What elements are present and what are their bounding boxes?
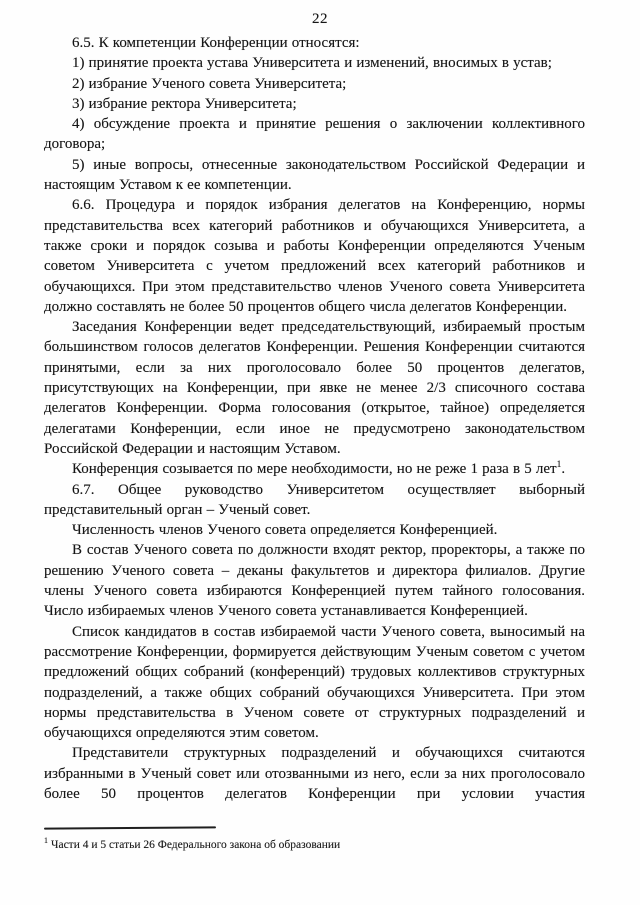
paragraph-candidate-list: Список кандидатов в состав избираемой части Ученого совета, выносимый на рассмотрение Конференции, формируется действующим Ученым советом с учетом предложений общих собраний (конференций) трудовых коллективов структурных подразделений, а также общих собраний обучающихся Университета. При этом нормы представительства в Ученом совете от структурных подразделений и обучающихся определяются этим советом. (44, 623, 585, 742)
paragraph-text: Конференция созывается по мере необходимости, но не реже 1 раза в 5 лет (72, 461, 557, 478)
list-item-4: 4) обсуждение проекта и принятие решения о заключении коллективного договора; (44, 116, 585, 153)
paragraph-6-7: 6.7. Общее руководство Университетом осуществляет выборный представительный орган – Ученый совет. (44, 481, 585, 518)
paragraph-council-composition: В состав Ученого совета по должности входят ректор, проректоры, а также по решению Ученого совета – деканы факультетов и директора филиалов. Другие члены Ученого совета избираются Конференцией путем тайного голосования. Число избираемых членов Ученого совета устанавливается Конференцией. (44, 542, 585, 620)
paragraph-council-size: Численность членов Ученого совета определяется Конференцией. (72, 522, 498, 539)
document-body (44, 33, 585, 804)
paragraph-representatives: Представители структурных подразделений и обучающихся считаются избранными в Ученый совет или отозванными из него, если за них проголосовало более 50 процентов делегатов Конференции при условии участия (44, 745, 585, 802)
list-item-5: 5) иные вопросы, отнесенные законодательством Российской Федерации и настоящим Уставом к ее компетенции. (44, 156, 585, 194)
paragraph-conference-frequency (44, 459, 585, 479)
footnote-separator (44, 826, 216, 829)
paragraph-text: . (561, 461, 566, 478)
footnote-reference: 1 (556, 460, 562, 471)
list-item-2: 2) избрание Ученого совета Университета; (72, 75, 347, 92)
list-item-1: 1) принятие проекта устава Университета и изменений, вносимых в устав; (72, 55, 552, 72)
list-item-3: 3) избрание ректора Университета; (72, 95, 297, 112)
footnote-text-line (44, 834, 585, 852)
paragraph-6-5-heading: 6.5. К компетенции Конференции относятся: (72, 35, 360, 51)
footnote-text: Части 4 и 5 статьи 26 Федерального закона об образовании (51, 838, 341, 851)
footnote-marker: 1 (44, 836, 48, 845)
paragraph-6-6: 6.6. Процедура и порядок избрания делегатов на Конференцию, нормы представительства всех категорий работников и обучающихся Университета, а также сроки и порядок созыва и работы Конференции определяются Ученым советом Университета с учетом предложений всех категорий работников и обучающихся. При этом представительство членов Ученого совета Университета должно составлять не более 50 процентов общего числа делегатов Конференции. (44, 197, 585, 315)
paragraph-conference-sessions: Заседания Конференции ведет председательствующий, избираемый простым большинством голосов делегатов Конференции. Решения Конференции считаются принятыми, если за них проголосовало более 50 процентов делегатов, присутствующих на Конференции, при явке не менее 2/3 списочного состава делегатов Конференции. Форма голосования (открытое, тайное) определяется делегатами Конференции, если иное не предусмотрено законодательством Российской Федерации и настоящим Уставом. (44, 319, 585, 457)
footnote-block (44, 827, 585, 852)
page-number: 22 (312, 11, 328, 27)
